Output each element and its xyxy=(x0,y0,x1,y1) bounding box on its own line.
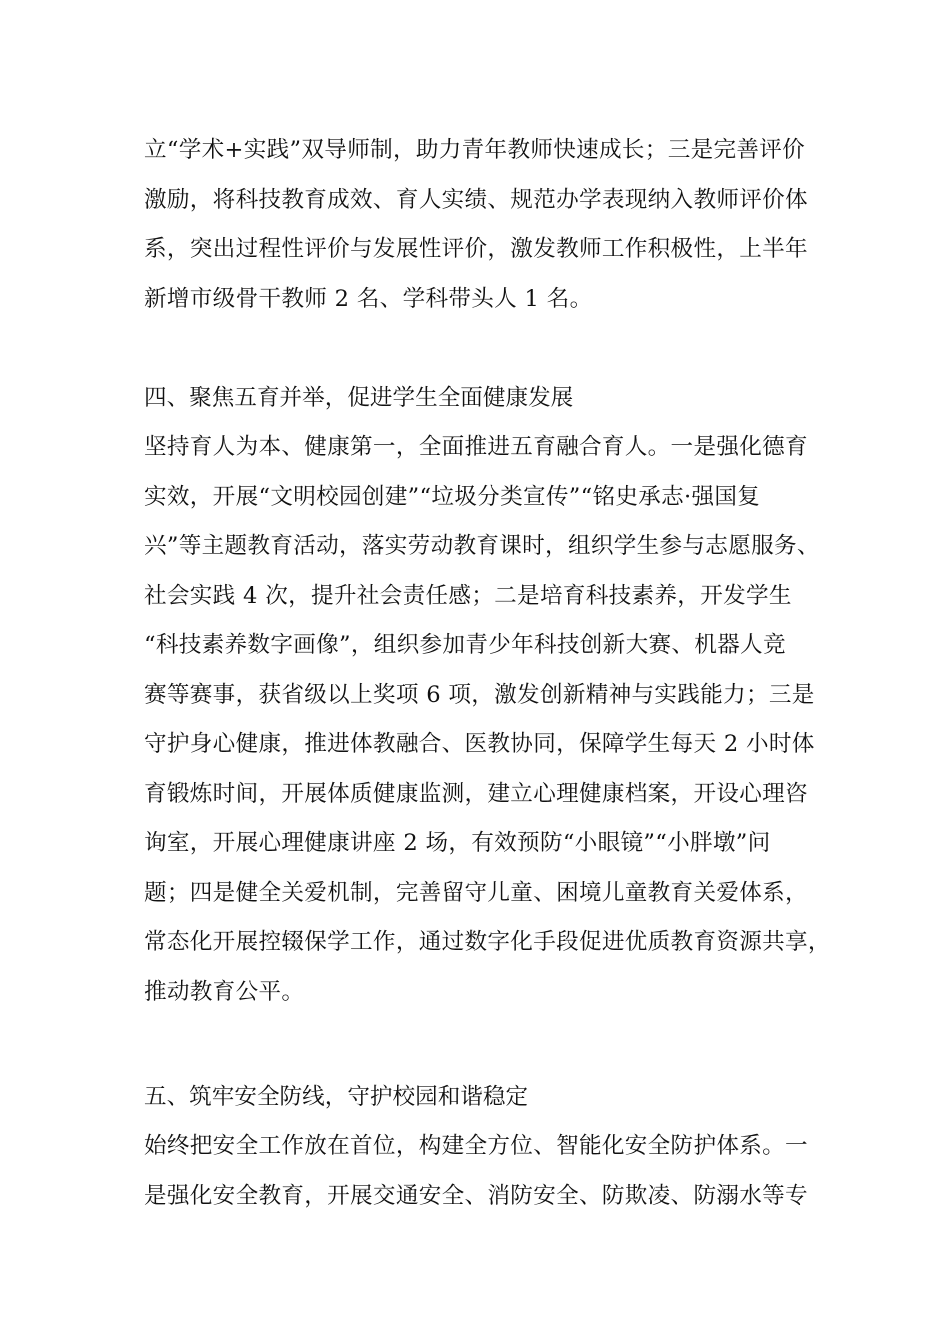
section-4-paragraph xyxy=(144,423,834,1017)
paragraph-line: 立“学术+实践”双导师制，助力青年教师快速成长；三是完善评价 xyxy=(144,137,806,163)
paragraph-line: 赛等赛事，获省级以上奖项 6 项，激发创新精神与实践能力；三是 xyxy=(144,681,815,708)
section-5-heading-block xyxy=(144,1082,834,1112)
section-5-paragraph xyxy=(144,1122,834,1221)
paragraph-line: “科技素养数字画像”，组织参加青少年科技创新大赛、机器人竞 xyxy=(144,632,786,658)
section-5-heading: 五、筑牢安全防线，守护校园和谐稳定 xyxy=(144,1084,529,1110)
paragraph-line: 常态化开展控辍保学工作，通过数字化手段促进优质教育资源共享， xyxy=(144,929,831,955)
paragraph-line: 兴”等主题教育活动，落实劳动教育课时，组织学生参与志愿服务、 xyxy=(144,533,820,559)
paragraph-line: 育锻炼时间，开展体质健康监测，建立心理健康档案，开设心理咨 xyxy=(144,780,808,807)
section-4-heading-block xyxy=(144,383,834,413)
section-4-heading: 四、聚焦五育并举，促进学生全面健康发展 xyxy=(144,385,574,411)
paragraph-line: 始终把安全工作放在首位，构建全方位、智能化安全防护体系。一 xyxy=(144,1133,808,1159)
paragraph-line: 坚持育人为本、健康第一，全面推进五育融合育人。一是强化德育 xyxy=(144,434,808,460)
paragraph-line: 推动教育公平。 xyxy=(144,978,305,1005)
paragraph-line: 社会实践 4 次，提升社会责任感；二是培育科技素养，开发学生 xyxy=(144,582,792,609)
paragraph-line: 系，突出过程性评价与发展性评价，激发教师工作积极性，上半年 xyxy=(144,236,808,262)
paragraph-line: 激励，将科技教育成效、育人实绩、规范办学表现纳入教师评价体 xyxy=(144,186,808,213)
paragraph-line: 实效，开展“文明校园创建”“垃圾分类宣传”“铭史承志·强国复 xyxy=(144,483,761,510)
paragraph-line: 题；四是健全关爱机制，完善留守儿童、困境儿童教育关爱体系， xyxy=(144,879,808,906)
paragraph-line: 是强化安全教育，开展交通安全、消防安全、防欺凌、防溺水等专 xyxy=(144,1182,808,1209)
paragraph-line: 新增市级骨干教师 2 名、学科带头人 1 名。 xyxy=(144,285,593,312)
paragraph-top xyxy=(144,126,834,324)
paragraph-line: 守护身心健康，推进体教融合、医教协同，保障学生每天 2 小时体 xyxy=(144,731,815,757)
paragraph-line: 询室，开展心理健康讲座 2 场，有效预防“小眼镜”“小胖墩”问 xyxy=(144,830,771,856)
